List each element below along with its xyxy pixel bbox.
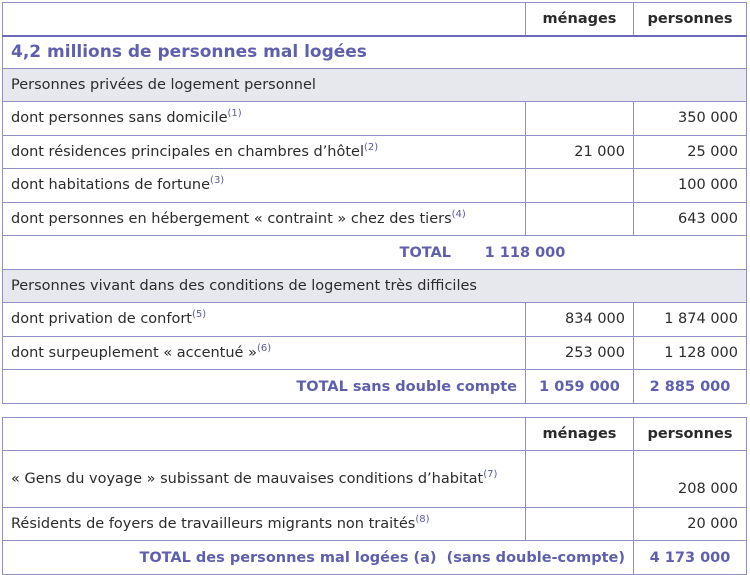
table-row	[3, 303, 747, 337]
table-row	[3, 508, 747, 541]
header-row	[3, 3, 747, 36]
cell-menages	[526, 508, 634, 541]
footnote-ref: (4)	[451, 208, 466, 220]
total-row	[3, 370, 747, 404]
row-label: dont habitations de fortune$^{(3)}$	[3, 169, 526, 203]
cell-menages: 21 000	[526, 135, 634, 169]
cell-menages	[526, 202, 634, 236]
total-row	[3, 236, 747, 270]
grand-total-value: 4 173 000	[634, 541, 747, 575]
header-personnes: personnes	[634, 418, 747, 451]
section-row	[3, 69, 747, 102]
table-row	[3, 169, 747, 203]
cell-menages	[526, 102, 634, 136]
cell-menages: 253 000	[526, 336, 634, 370]
section-heading-1: Personnes privées de logement personnel	[3, 69, 747, 102]
total-label-cell	[3, 236, 634, 270]
table-row	[3, 135, 747, 169]
table-row	[3, 102, 747, 136]
cell-personnes: 20 000	[634, 508, 747, 541]
cell-menages: 834 000	[526, 303, 634, 337]
total-empty	[634, 236, 747, 270]
footnote-ref: (5)	[192, 309, 207, 321]
total-menages: 1 059 000	[526, 370, 634, 404]
header-blank	[3, 3, 526, 36]
header-row	[3, 418, 747, 451]
cell-personnes: 1 128 000	[634, 336, 747, 370]
additional-table	[2, 417, 747, 575]
cell-personnes: 25 000	[634, 135, 747, 169]
section-row	[3, 270, 747, 303]
row-label: dont personnes sans domicile$^{(1)}$	[3, 102, 526, 136]
title-row	[3, 36, 747, 69]
row-label: dont surpeuplement « accentué »$^{(6)}$	[3, 336, 526, 370]
row-label: dont personnes en hébergement « contraint » chez des tiers$^{(4)}$	[3, 202, 526, 236]
cell-personnes: 1 874 000	[634, 303, 747, 337]
header-personnes: personnes	[634, 3, 747, 36]
grand-total-label: TOTAL des personnes mal logées (a) (sans double-compte)	[3, 541, 634, 575]
grand-total-row	[3, 541, 747, 575]
cell-personnes: 208 000	[634, 451, 747, 508]
header-blank	[3, 418, 526, 451]
cell-menages	[526, 169, 634, 203]
footnote-ref: (6)	[256, 342, 272, 354]
table-title: 4,2 millions de personnes mal logées	[3, 36, 747, 69]
total-value: 1 118 000	[484, 244, 566, 261]
table-row	[3, 202, 747, 236]
row-label: « Gens du voyage » subissant de mauvaises conditions d’habitat$^{(7)}$	[3, 451, 526, 508]
total-label: TOTAL	[399, 244, 451, 261]
section-heading-2: Personnes vivant dans des conditions de logement très difficiles	[3, 270, 747, 303]
mal-logement-table	[2, 2, 747, 404]
footnote-ref: (3)	[210, 175, 225, 187]
footnote-ref: (1)	[227, 108, 242, 120]
cell-personnes: 350 000	[634, 102, 747, 136]
row-label: dont résidences principales en chambres d’hôtel$^{(2)}$	[3, 135, 526, 169]
row-label: dont privation de confort$^{(5)}$	[3, 303, 526, 337]
table-row	[3, 336, 747, 370]
cell-personnes: 643 000	[634, 202, 747, 236]
table-row	[3, 451, 747, 508]
header-menages: ménages	[526, 418, 634, 451]
footnote-ref: (2)	[364, 141, 379, 153]
header-menages: ménages	[526, 3, 634, 36]
footnote-ref: (8)	[415, 514, 430, 526]
footnote-ref: (7)	[483, 469, 498, 481]
cell-personnes: 100 000	[634, 169, 747, 203]
total-label: TOTAL sans double compte	[3, 370, 526, 404]
total-personnes: 2 885 000	[634, 370, 747, 404]
row-label: Résidents de foyers de travailleurs migrants non traités$^{(8)}$	[3, 508, 526, 541]
cell-menages	[526, 451, 634, 508]
